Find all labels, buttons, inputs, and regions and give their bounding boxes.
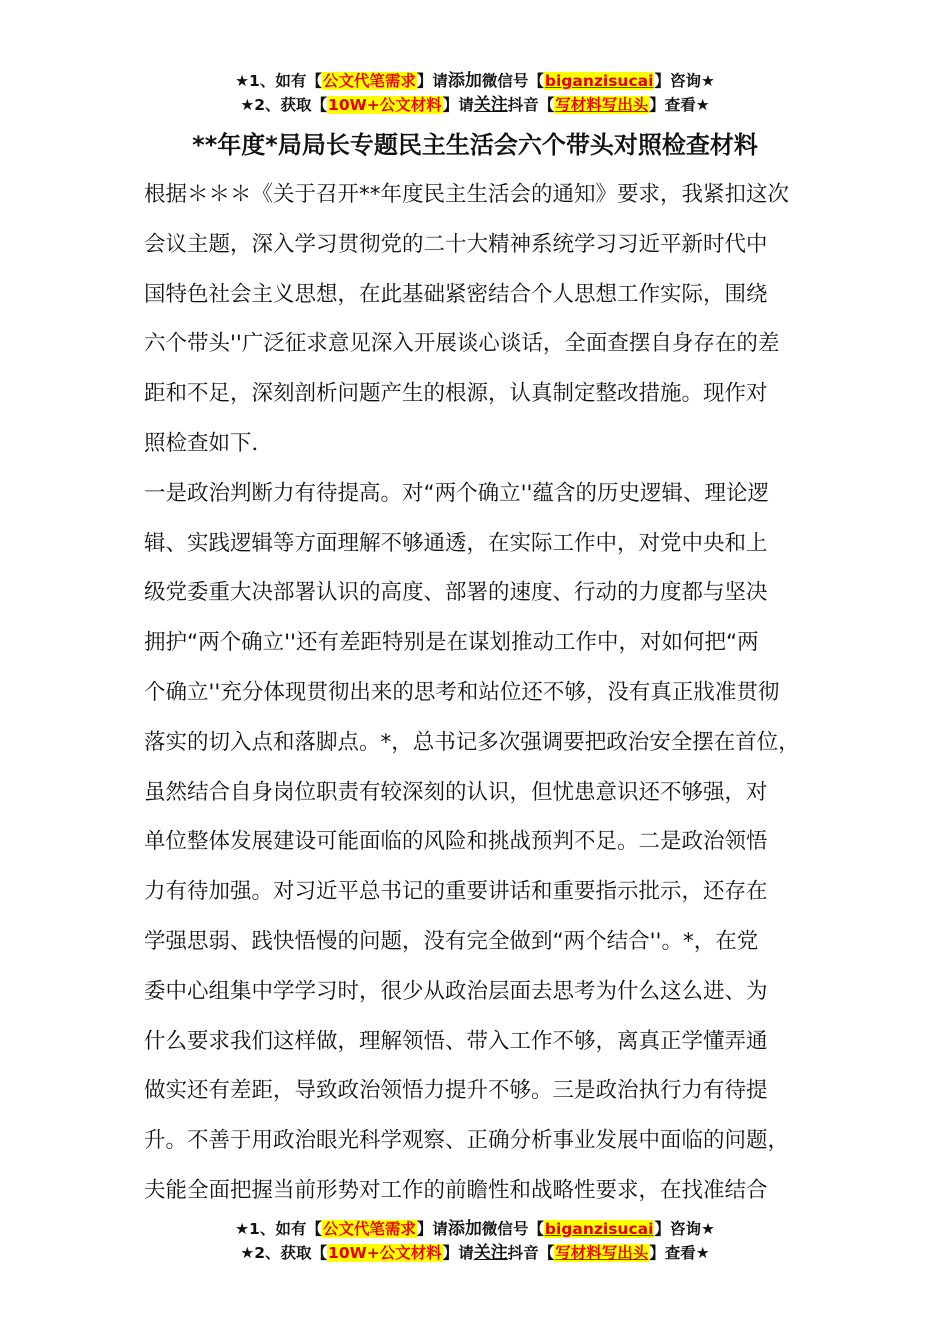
body-line: 做实还有差距，导致政治领悟力提升不够。三是政治执行力有待提 (144, 1078, 768, 1104)
body-line: 六个带头''广泛征求意见深入开展谈心谈话，全面查摆自身存在的差 (144, 331, 780, 357)
douyin-account-link[interactable]: 写材料写出头 (555, 96, 649, 114)
body-line: 照检查如下． (144, 430, 274, 456)
body-line: 一是政治判断力有待提高。对“两个确立''蕴含的历史逻辑、理论逻 (144, 480, 769, 506)
promo-line-2: ★2、获取【10W+公文材料】请关注抖音【写材料写出头】查看★ (240, 95, 710, 115)
body-line: 个确立''充分体现贯彻出来的思考和站位还不够，没有真正戕准贯彻 (144, 679, 780, 705)
body-line: 落实的切入点和落脚点。*，总书记多次强调要把政治安全摆在首位， (144, 729, 800, 755)
wechat-id-link[interactable]: biganzisucai (544, 1220, 654, 1238)
body-line: 升。不善于用政治眼光科学观察、正确分析事业发展中面临的问题， (144, 1128, 790, 1154)
ghostwriting-highlight: 公文代笔需求 (322, 1220, 416, 1238)
body-line: 级党委重大决部署认识的高度、部署的速度、行动的力度都与坚决 (144, 580, 768, 606)
promo-line-1: ★1、如有【公文代笔需求】请添加微信号【biganzisucai】咨询★ (235, 71, 715, 91)
douyin-account-link[interactable]: 写材料写出头 (555, 1244, 649, 1262)
body-line: 学强思弱、践快悟慢的问题，没有完全做到“两个结合''。*，在党 (144, 928, 759, 954)
body-line: 虽然结合自身岗位职责有较深刻的认识，但忧患意识还不够强，对 (144, 779, 768, 805)
body-line: 会议主题，深入学习贯彻党的二十大精神系统学习习近平新时代中 (144, 231, 768, 257)
materials-highlight: 10W+公文材料 (328, 1244, 442, 1262)
body-line: 国特色社会主义思想，在此基础紧密结合个人思想工作实际，围绕 (144, 281, 768, 307)
body-line: 夫能全面把握当前形势对工作的前瞻性和战略性要求，在找准结合 (144, 1177, 768, 1203)
body-line: 根据＊＊＊《关于召开**年度民主生活会的通知》要求，我紧扣这次 (144, 182, 790, 207)
body-line: 辑、实践逻辑等方面理解不够通透，在实际工作中，对党中央和上 (144, 530, 768, 556)
promo-line-2: ★2、获取【10W+公文材料】请关注抖音【写材料写出头】查看★ (240, 1243, 710, 1263)
body-line: 委中心组集中学学习时，很少从政治层面去思考为什么这么进、为 (144, 978, 768, 1004)
promo-banner-top (0, 69, 950, 117)
body-line: 什么要求我们这样做，理解领悟、带入工作不够，离真正学懂弄通 (144, 1028, 768, 1054)
body-line: 单位整体发展建设可能面临的风险和挑战预判不足。二是政治领悟 (144, 829, 768, 855)
promo-line-1: ★1、如有【公文代笔需求】请添加微信号【biganzisucai】咨询★ (235, 1219, 715, 1239)
body-line: 拥护“两个确立''还有差距特别是在谋划推动工作中，对如何把“两 (144, 630, 759, 656)
body-line: 距和不足，深刻剖析问题产生的根源，认真制定整改措施。现作对 (144, 381, 768, 407)
document-body (144, 170, 834, 1216)
materials-highlight: 10W+公文材料 (328, 96, 442, 114)
ghostwriting-highlight: 公文代笔需求 (322, 72, 416, 90)
body-line: 力有待加强。对习近平总书记的重要讲话和重要指示批示，还存在 (144, 879, 768, 905)
document-title: **年度*局局长专题民主生活会六个带头对照检查材料 (192, 131, 758, 159)
promo-banner-bottom (0, 1217, 950, 1265)
wechat-id-link[interactable]: biganzisucai (544, 72, 654, 90)
